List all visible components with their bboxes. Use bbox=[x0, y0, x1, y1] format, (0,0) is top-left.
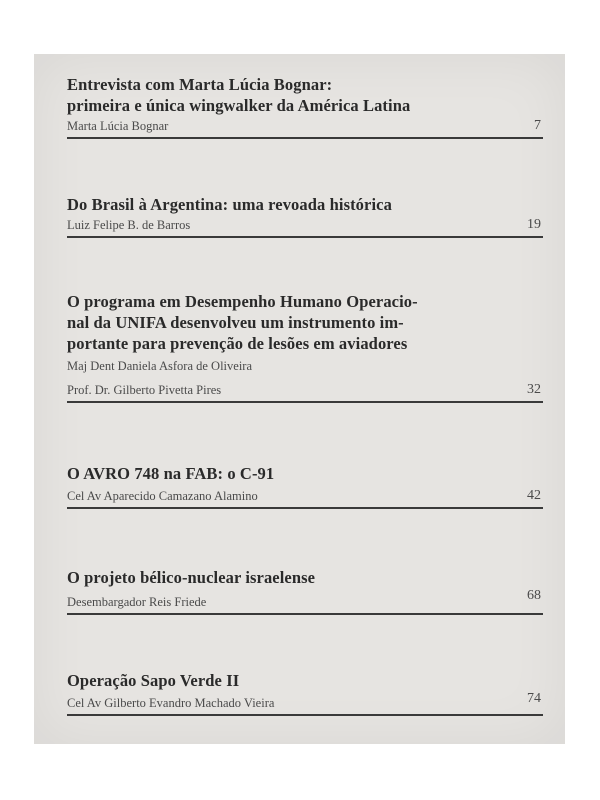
entry-page-number: 7 bbox=[534, 118, 541, 133]
title-line: nal da UNIFA desenvolveu um instrumento im- bbox=[67, 313, 404, 332]
toc-entry[interactable] bbox=[67, 463, 543, 509]
author-row bbox=[67, 116, 543, 136]
entry-page-number: 74 bbox=[527, 691, 541, 706]
author-row bbox=[67, 484, 543, 506]
separator-rule bbox=[67, 507, 543, 509]
entry-page-number: 32 bbox=[527, 382, 541, 397]
separator-rule bbox=[67, 137, 543, 139]
entry-author: Maj Dent Daniela Asfora de Oliveira bbox=[67, 359, 253, 373]
entry-page-number: 42 bbox=[527, 488, 541, 503]
entry-title bbox=[67, 463, 543, 484]
separator-rule bbox=[67, 613, 543, 615]
entry-title bbox=[67, 670, 543, 691]
title-line: Do Brasil à Argentina: uma revoada histórica bbox=[67, 195, 392, 214]
toc-entry[interactable] bbox=[67, 194, 543, 238]
title-line: O projeto bélico-nuclear israelense bbox=[67, 568, 316, 587]
toc-entry[interactable] bbox=[67, 670, 543, 716]
separator-rule bbox=[67, 401, 543, 403]
table-of-contents-page bbox=[34, 54, 565, 744]
toc-entry[interactable] bbox=[67, 567, 543, 615]
entry-page-number: 68 bbox=[527, 588, 541, 603]
entry-title bbox=[67, 194, 543, 215]
entry-author: Marta Lúcia Bognar bbox=[67, 119, 169, 133]
title-line: O programa em Desempenho Humano Operacio- bbox=[67, 292, 418, 311]
title-line: portante para prevenção de lesões em aviadores bbox=[67, 334, 408, 353]
entry-author: Cel Av Aparecido Camazano Alamino bbox=[67, 489, 258, 503]
toc-entry[interactable] bbox=[67, 74, 543, 139]
entry-page-number: 19 bbox=[527, 217, 541, 232]
entry-author: Cel Av Gilberto Evandro Machado Vieira bbox=[67, 696, 275, 710]
toc-entry[interactable] bbox=[67, 291, 543, 403]
author-row bbox=[67, 588, 543, 612]
author-row bbox=[67, 215, 543, 235]
title-line: Entrevista com Marta Lúcia Bognar: bbox=[67, 75, 333, 94]
author-row bbox=[67, 691, 543, 713]
title-line: Operação Sapo Verde II bbox=[67, 671, 240, 690]
entry-title bbox=[67, 291, 543, 354]
entry-author: Prof. Dr. Gilberto Pivetta Pires bbox=[67, 383, 222, 397]
title-line: O AVRO 748 na FAB: o C-91 bbox=[67, 464, 275, 483]
entry-author: Desembargador Reis Friede bbox=[67, 595, 207, 609]
title-line: primeira e única wingwalker da América Latina bbox=[67, 96, 411, 115]
author-row bbox=[67, 354, 543, 376]
separator-rule bbox=[67, 236, 543, 238]
entry-author: Luiz Felipe B. de Barros bbox=[67, 218, 191, 232]
entry-title bbox=[67, 567, 543, 588]
entry-title bbox=[67, 74, 543, 116]
separator-rule bbox=[67, 714, 543, 716]
author-row bbox=[67, 376, 543, 400]
